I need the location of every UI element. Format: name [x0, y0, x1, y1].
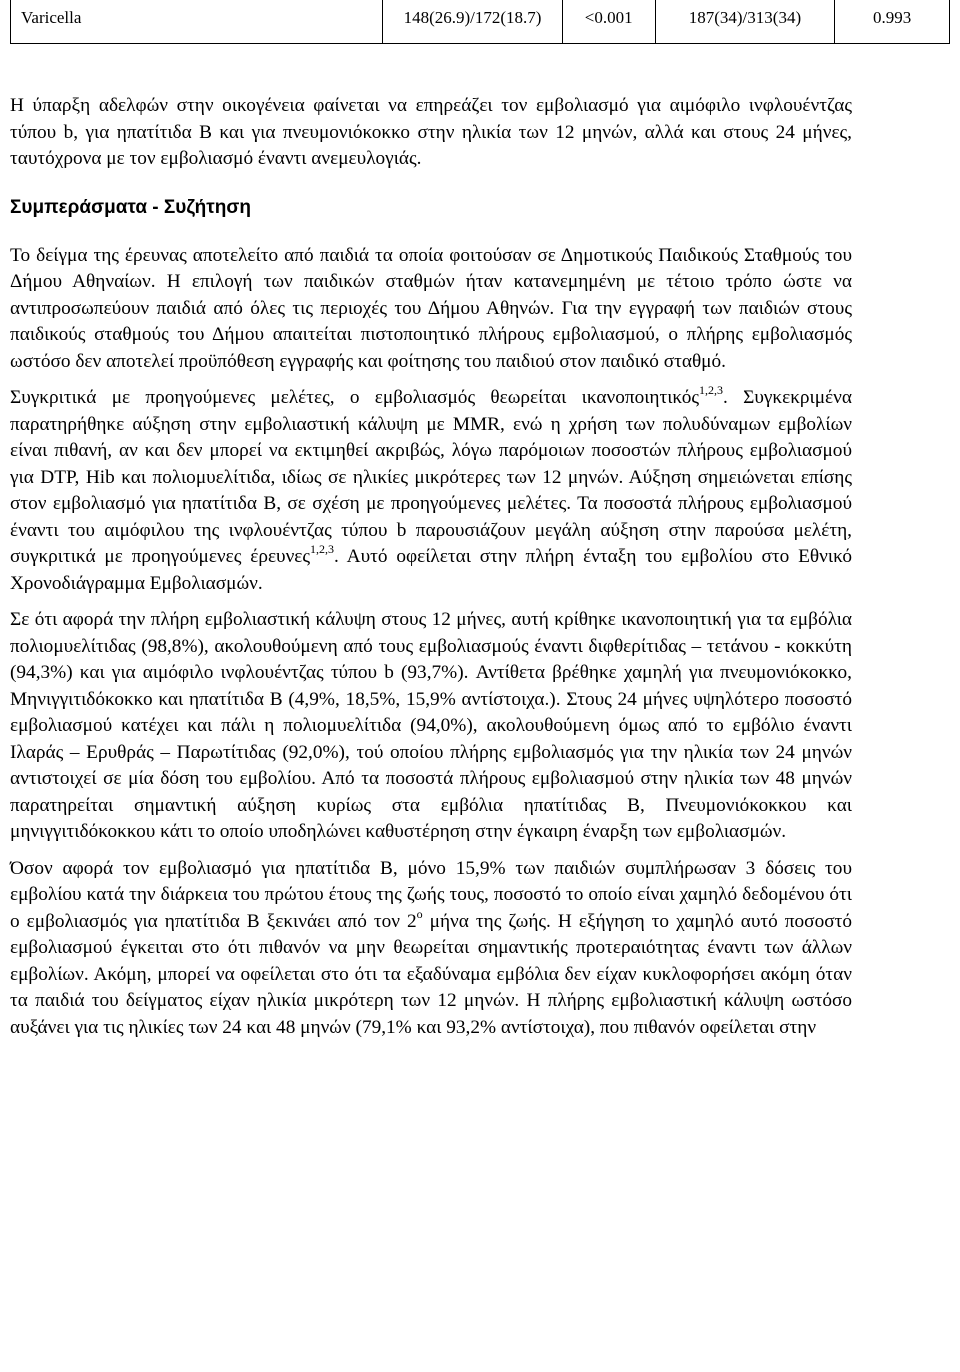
paragraph-text: . Αυτό οφείλεται στην πλήρη ένταξη του εμβολίου στο Εθνικό Χρονοδιάγραμμα Εμβολιασμών.: [10, 546, 853, 594]
table-cell-col4: 0.993: [872, 8, 912, 27]
paragraph-coverage: Σε ότι αφορά την πλήρη εμβολιαστική κάλυψη στους 12 μήνες, αυτή κρίθηκε ικανοποιητική για τα εμβόλια πολιομυελίτιδας (98,8%), ακολουθούμενη από τους εμβολιασμούς έναντι διφθερίτιδας – τετάνου - κοκκύτη (94,3%) και για αιμόφιλο ινφλουέντζας τύπου b (93,7%). Αντίθετα βρέθηκε χαμηλή για πνευμονιόκοκκο, Μηνιγγιτιδόκοκκο και ηπατίτιδα Β (4,9%, 18,5%, 15,9% αντίστοιχα.). Στους 24 μήνες υψηλότερο ποσοστό εμβολιασμού κατέχει και πάλι η πολιομυελίτιδα (94,0%), ακολουθούμενη όμως από το εμβόλιο έναντι Ιλαράς – Ερυθράς – Παρωτίτιδας (92,0%), τού οποίου πλήρης εμβολιασμός για την ηλικία των 24 μηνών αντιστοιχεί σε μία δόση του εμβολίου. Από τα ποσοστά πλήρους εμβολιασμού στην ηλικία των 48 μηνών παρατηρείται σημαντική αύξηση κυρίως στα εμβόλια ηπατίτιδας Β, Πνευμονιόκοκκου και μηνιγγιτιδόκοκκου κάτι το οποίο υποδηλώνει καθυστέρηση στην έγκαιρη έναρξη των εμβολιασμών.: [10, 609, 852, 842]
paragraph-siblings: Η ύπαρξη αδελφών στην οικογένεια φαίνεται να επηρεάζει τον εμβολιασμό για αιμόφιλο ινφλουέντζας τύπου b, για ηπατίτιδα Β και για πνευμονιόκοκκο στην ηλικία των 12 μηνών, αλλά και στους 24 μήνες, ταυτόχρονα με τον εμβολιασμό έναντι ανεμευλογιάς.: [10, 95, 852, 169]
reference-superscript: 1,2,3: [310, 542, 335, 556]
paragraph-sample: Το δείγμα της έρευνας αποτελείτο από παιδιά τα οποία φοιτούσαν σε Δημοτικούς Παιδικούς Σταθμούς του Δήμου Αθηναίων. Η επιλογή των παιδικών σταθμών ήταν κατανεμημένη με τέτοιο τρόπο ώστε να αντιπροσωπεύουν παιδιά από όλες τις περιοχές του Δήμου Αθηνών. Για την εγγραφή των παιδιών στους παιδικούς σταθμούς του Δήμου απαιτείται πιστοποιητικό πλήρους εμβολιασμού, ο πλήρης εμβολιασμός ωστόσο δεν αποτελεί προϋπόθεση εγγραφής και φοίτησης του παιδιού στον παιδικό σταθμό.: [10, 244, 852, 372]
section-heading: Συμπεράσματα - Συζήτηση: [10, 196, 251, 218]
reference-superscript: 1,2,3: [698, 383, 723, 397]
table-row: [10, 0, 950, 44]
paragraph-hepatitis-b: [10, 856, 852, 1042]
paragraph-text: . Συγκεκριμένα παρατηρήθηκε αύξηση στην εμβολιαστική κάλυψη με MMR, ενώ η χρήση των πολυδύναμων εμβολίων είναι πιθανή, αν και δεν μπορεί να εκτιμηθεί ακριβώς, λόγω παρόμοιων ποσοστών πλήρους εμβολιασμού για DTP, Hib και πολιομυελίτιδα, ιδίως σε ηλικίες μικρότερες των 12 μηνών. Αύξηση σημειώνεται επίσης στον εμβολιασμό για ηπατίτιδα Β, σε σχέση με προηγούμενες μελέτες. Τα ποσοστά πλήρους εμβολιασμού έναντι του αιμόφιλου της ινφλουέντζας τύπου b παρουσιάζουν μεγάλη αύξηση στην παρούσα μελέτη, συγκριτικά με προηγούμενες έρευνες: [10, 387, 852, 567]
paragraph-text: Όσον αφορά τον εμβολιασμό για ηπατίτιδα Β, μόνο 15,9% των παιδιών συμπλήρωσαν 3 δόσεις του εμβολίου κατά την διάρκεια του πρώτου έτους της ζωής τους, ποσοστό το οποίο είναι χαμηλό δεδομένου ότι ο εμβολιασμός για ηπατίτιδα Β ξεκινάει από τον 2: [10, 857, 852, 932]
ordinal-superscript: ο: [416, 906, 423, 921]
paragraph-text: μήνα της ζωής. Η εξήγηση το χαμηλό αυτό ποσοστό εμβολιασμού έγκειται στο ότι πιθανόν να μην θεωρείται σημαντικής προτεραιότητας έναντι των άλλων εμβολίων. Ακόμη, μπορεί να οφείλεται στο ότι τα εξαδύναμα εμβόλια δεν είχαν κυκλοφορήσει ακόμη όταν τα παιδιά του δείγματος είχαν ηλικία μικρότερη των 12 μηνών. Η πλήρης εμβολιαστική κάλυψη ωστόσο αυξάνει για τις ηλικίες των 24 και 48 μηνών (79,1% και 93,2% αντίστοιχα), που πιθανόν οφείλεται στην: [10, 910, 852, 1038]
document-body: [10, 93, 852, 1041]
paragraph-text: Συγκριτικά με προηγούμενες μελέτες, ο εμβολιασμός θεωρείται ικανοποιητικός: [10, 387, 699, 408]
table-cell-label: Varicella: [11, 0, 383, 43]
paragraph-comparison: [10, 385, 852, 597]
table-cell-col1: 148(26.9)/172(18.7): [383, 0, 563, 43]
table-cell-col2: <0.001: [563, 0, 656, 43]
table-cell-col3: 187(34)/313(34): [656, 0, 836, 43]
